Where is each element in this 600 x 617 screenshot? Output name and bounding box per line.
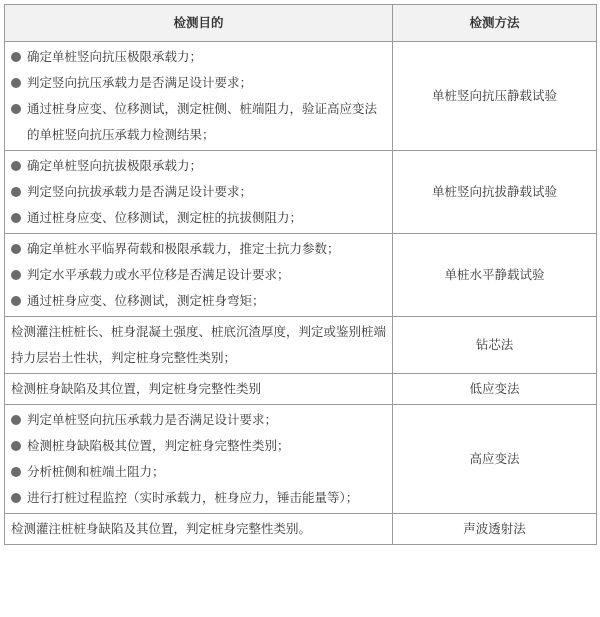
header-method: 检测方法	[393, 5, 597, 42]
table-row	[5, 317, 597, 374]
method-cell: 单桩竖向抗压静载试验	[393, 42, 597, 151]
purpose-cell	[5, 514, 393, 545]
purpose-text: 检测灌注桩桩身缺陷及其位置，判定桩身完整性类别。	[11, 521, 312, 536]
list-item: 通过桩身应变、位移测试，测定桩身弯矩；	[11, 288, 386, 314]
table-row	[5, 374, 597, 405]
list-item: 确定单桩竖向抗压极限承载力；	[11, 44, 386, 70]
purpose-text: 检测桩身缺陷及其位置，判定桩身完整性类别	[11, 381, 262, 396]
bullet-icon	[11, 467, 21, 477]
list-item: 判定竖向抗拔承载力是否满足设计要求；	[11, 179, 386, 205]
purpose-cell	[5, 405, 393, 514]
bullet-icon	[11, 493, 21, 503]
method-cell: 低应变法	[393, 374, 597, 405]
bullet-icon	[11, 161, 21, 171]
purpose-cell	[5, 234, 393, 317]
bullet-icon	[11, 78, 21, 88]
bullet-icon	[11, 415, 21, 425]
purpose-cell	[5, 151, 393, 234]
list-item: 确定单桩水平临界荷载和极限承载力，推定土抗力参数；	[11, 236, 386, 262]
bullet-icon	[11, 441, 21, 451]
list-item: 判定单桩竖向抗压承载力是否满足设计要求；	[11, 407, 386, 433]
list-item: 通过桩身应变、位移测试，测定桩侧、桩端阻力，验证高应变法的单桩竖向抗压承载力检测结果；	[11, 96, 386, 148]
list-item: 进行打桩过程监控（实时承载力，桩身应力，锤击能量等）；	[11, 485, 386, 511]
table-row	[5, 42, 597, 151]
list-item: 检测桩身缺陷极其位置，判定桩身完整性类别；	[11, 433, 386, 459]
header-row	[5, 5, 597, 42]
method-cell: 钻芯法	[393, 317, 597, 374]
list-item: 判定竖向抗压承载力是否满足设计要求；	[11, 70, 386, 96]
bullet-icon	[11, 244, 21, 254]
list-item: 判定水平承载力或水平位移是否满足设计要求；	[11, 262, 386, 288]
bullet-icon	[11, 52, 21, 62]
method-cell: 单桩水平静载试验	[393, 234, 597, 317]
table-row	[5, 405, 597, 514]
header-purpose: 检测目的	[5, 5, 393, 42]
purpose-cell	[5, 317, 393, 374]
bullet-icon	[11, 187, 21, 197]
table-row	[5, 234, 597, 317]
purpose-text: 检测灌注桩桩长、桩身混凝土强度、桩底沉渣厚度，判定或鉴别桩端持力层岩土性状，判定桩身完整性类别；	[11, 324, 387, 365]
bullet-icon	[11, 213, 21, 223]
bullet-icon	[11, 104, 21, 114]
list-item: 通过桩身应变、位移测试，测定桩的抗拔侧阻力；	[11, 205, 386, 231]
method-cell: 高应变法	[393, 405, 597, 514]
list-item: 分析桩侧和桩端土阻力；	[11, 459, 386, 485]
pile-test-table	[4, 4, 597, 545]
bullet-icon	[11, 296, 21, 306]
purpose-cell	[5, 374, 393, 405]
method-cell: 单桩竖向抗拔静载试验	[393, 151, 597, 234]
method-cell: 声波透射法	[393, 514, 597, 545]
purpose-cell	[5, 42, 393, 151]
table-row	[5, 151, 597, 234]
list-item: 确定单桩竖向抗拔极限承载力；	[11, 153, 386, 179]
table-row	[5, 514, 597, 545]
bullet-icon	[11, 270, 21, 280]
